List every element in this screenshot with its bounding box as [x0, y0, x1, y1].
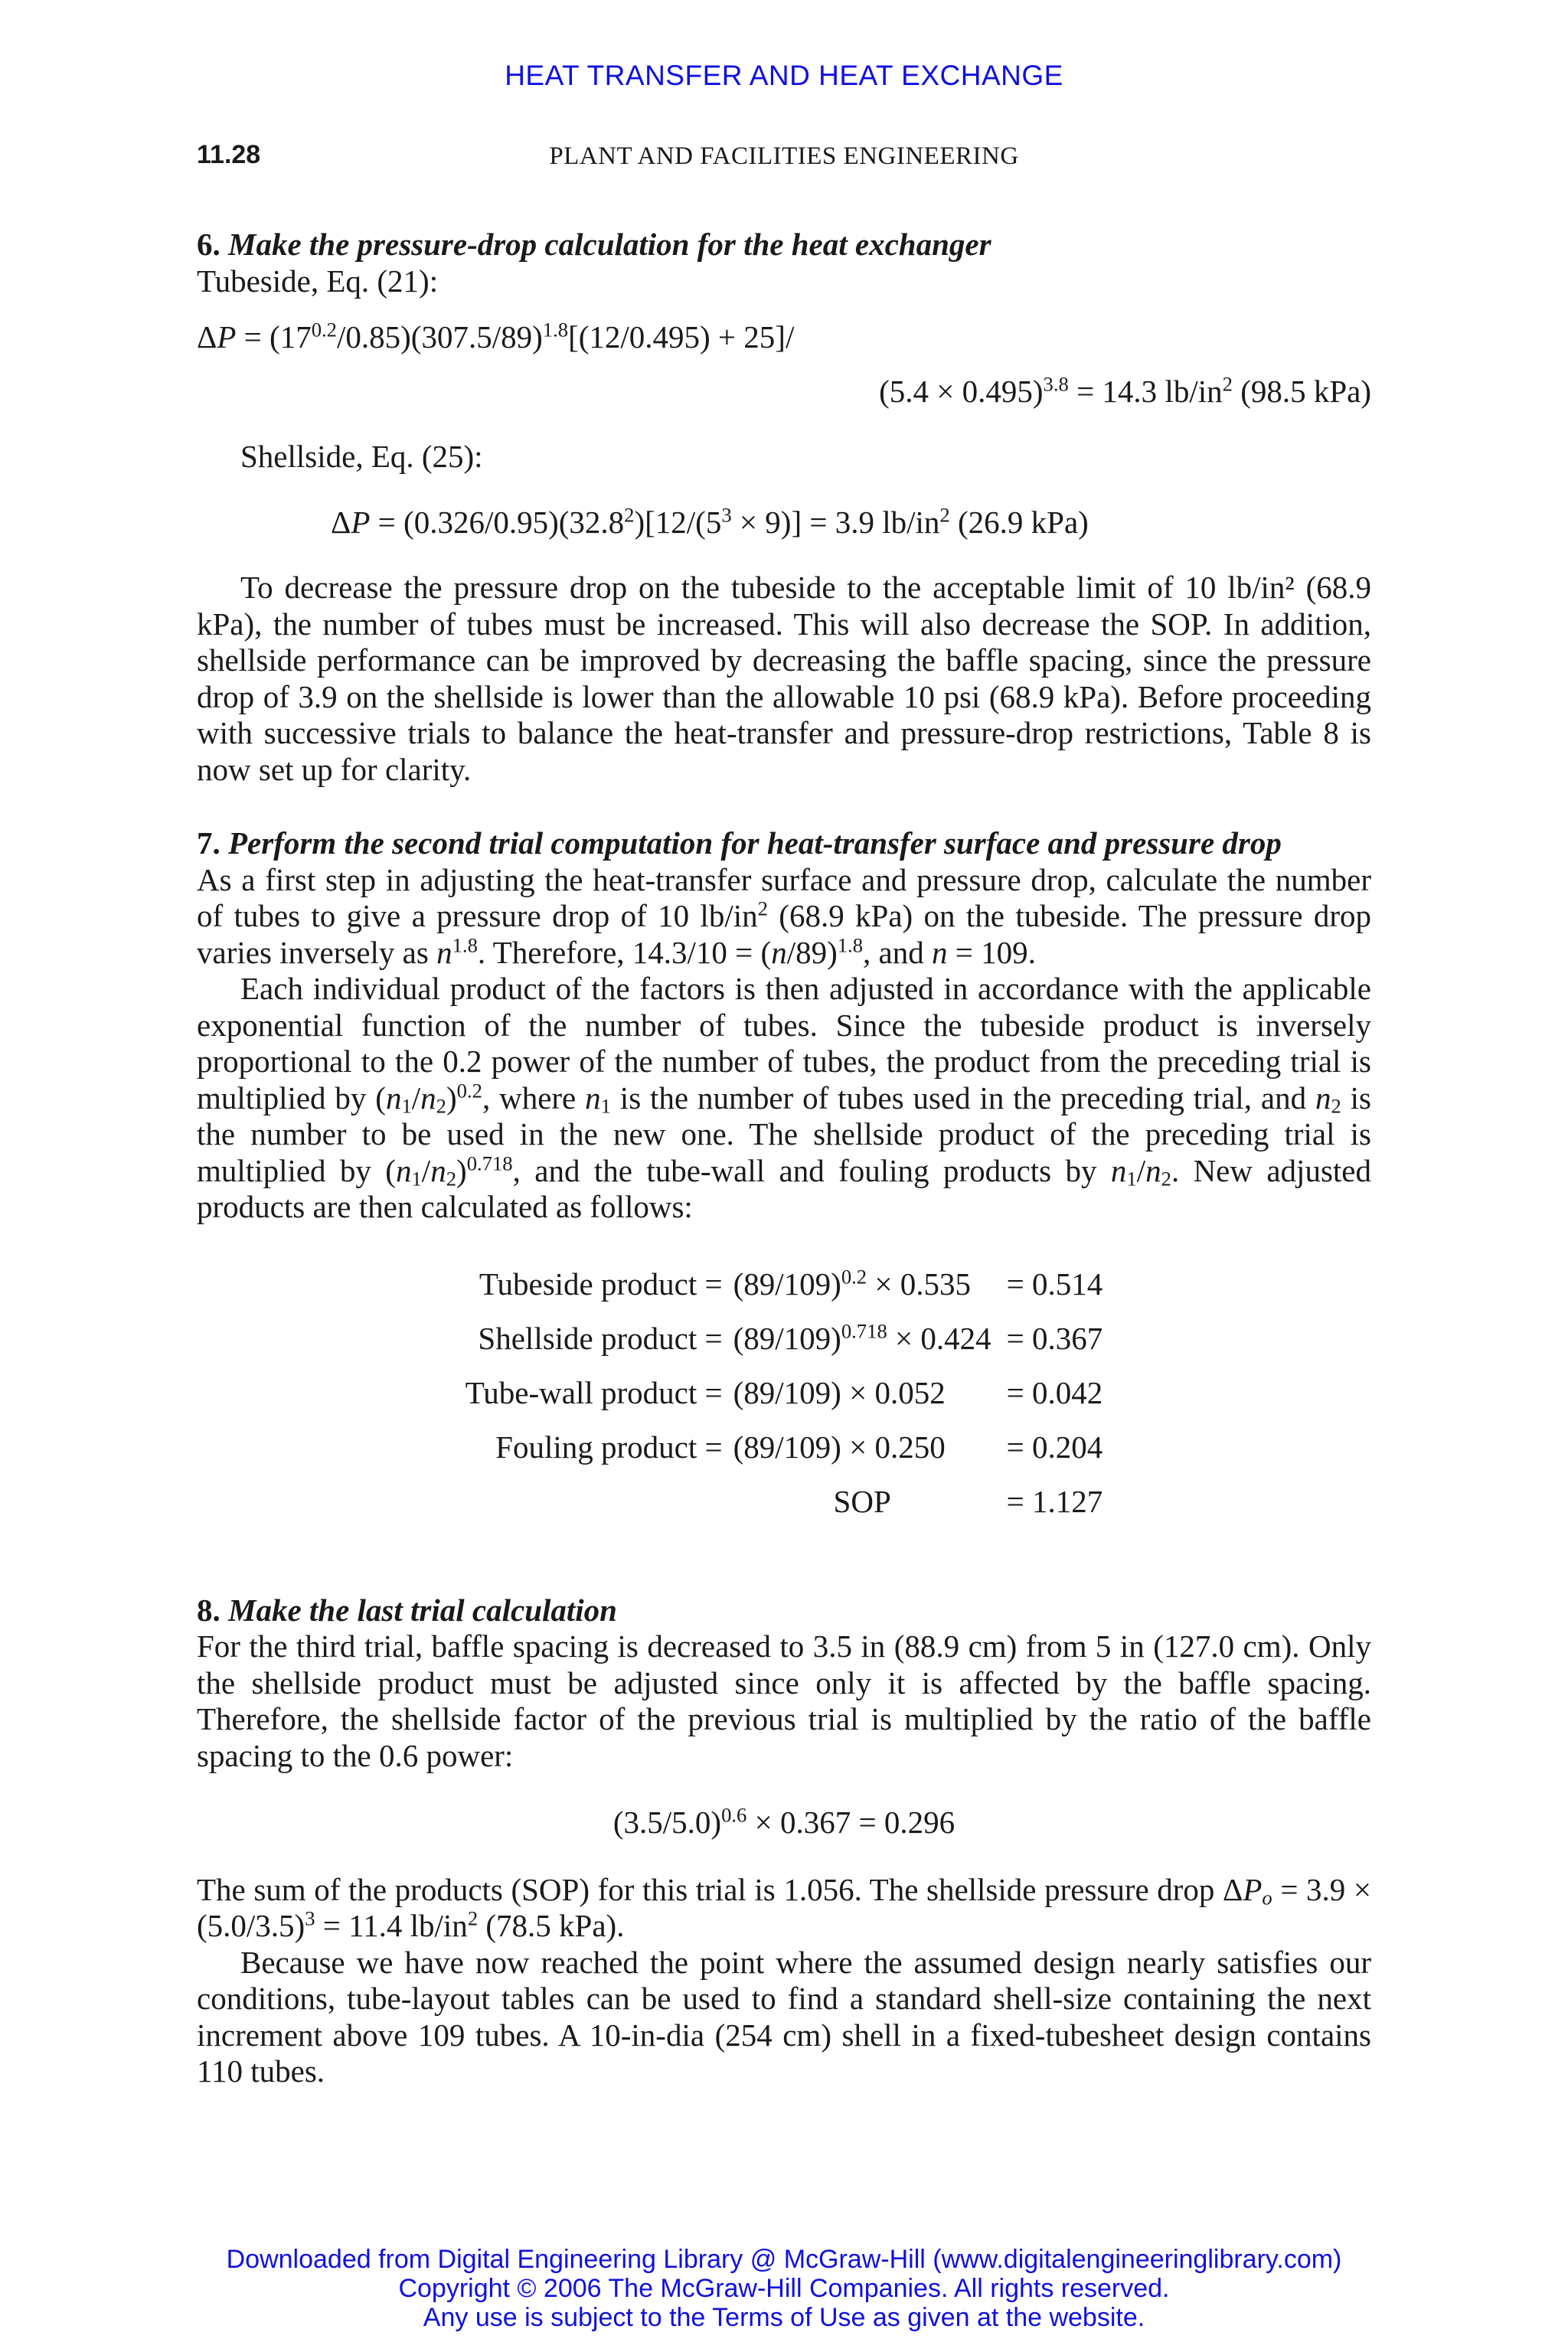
step6-heading [197, 227, 1371, 263]
step8-paragraph2: The sum of the products (SOP) for this trial is 1.056. The shellside pressure drop $\Delta P_o = 3.9 \times (5.0/3.5)^3 = 11.4$ $lb/in^2$ (78.5 kPa). [197, 1871, 1372, 1943]
baffle-equation: $(3.5/5.0)^{0.6} \times 0.367 = 0.296$ [612, 1803, 956, 1840]
sop-row [466, 1475, 1103, 1530]
step6-title: Make the pressure-drop calculation for the heat exchanger [228, 227, 991, 262]
footer-download-link[interactable]: Downloaded from Digital Engineering Library @ McGraw-Hill (www.digitalengineeringlibrary.com) [226, 2245, 1342, 2274]
product-result: = 0.042 [1006, 1375, 1103, 1411]
footer [0, 2245, 1568, 2332]
table-row [466, 1312, 1103, 1367]
step7-paragraph2: Each individual product of the factors is then adjusted in accordance with the applicable exponential function of the number of tubes. Since the tubeside product is inversely proportional to the 0.2 power of the number of tubes, the product from the preceding trial is multiplied by $(n_1/n_2)^{0.2}$, where $n_1$ is the number of tubes used in the preceding trial, and $n_2$ is the number to be used in the new one. The shellside product of the preceding trial is multiplied by $(n_1/n_2)^{0.718}$, and the tube-wall and fouling products by $n_1/n_2$. New adjusted products are then calculated as follows: [197, 971, 1371, 1224]
product-expression: (89/109) × 0.250 [733, 1429, 946, 1465]
running-head: PLANT AND FACILITIES ENGINEERING [549, 142, 1019, 170]
step8-title: Make the last trial calculation [228, 1592, 617, 1628]
product-result: = 0.204 [1006, 1429, 1103, 1465]
tubeside-equation-line2: $(5.4 \times 0.495)^{3.8} = 14.3$ $lb/in^2$ (98.5 kPa) [879, 371, 1371, 409]
product-label: Tubeside product = [479, 1266, 723, 1302]
step8-paragraph1: For the third trial, baffle spacing is decreased to 3.5 in (88.9 cm) from 5 in (127.0 cm). Only the shellside product must be adjusted since only it is affected by the baffle spacing. Therefore, the shellside factor of the previous trial is multiplied by the ratio of the baffle spacing to the 0.6 power: [197, 1628, 1371, 1773]
table-row [466, 1258, 1103, 1312]
step7-heading [197, 825, 1371, 862]
product-result: = 0.514 [1006, 1266, 1103, 1302]
page-content [197, 227, 1371, 2090]
product-label: Fouling product = [495, 1429, 723, 1465]
step6-number: 6. [197, 227, 220, 262]
table-row [466, 1367, 1103, 1421]
product-expression: $(89/109)^{0.718} \times 0.424$ [733, 1319, 991, 1357]
product-label: Shellside product = [478, 1321, 723, 1357]
sop-label: SOP [833, 1484, 891, 1520]
step7-title: Perform the second trial computation for heat-transfer surface and pressure drop [228, 825, 1282, 861]
product-result: = 0.367 [1006, 1321, 1103, 1357]
tubeside-label: Tubeside, Eq. (21): [197, 263, 439, 299]
step7-paragraph1: As a first step in adjusting the heat-transfer surface and pressure drop, calculate the number of tubes to give a pressure drop of 10 $lb/in^2$ (68.9 kPa) on the tubeside. The pressure drop varies inversely as $n^{1.8}$. Therefore, $14.3/10 = (n/89)^{1.8}$, and n = 109. [197, 861, 1372, 970]
step6-paragraph: To decrease the pressure drop on the tubeside to the acceptable limit of 10 lb/in² (68.9 kPa), the number of tubes must be increased. This will also decrease the SOP. In addition, shellside performance can be improved by decreasing the baffle spacing, since the pressure drop of 3.9 on the shellside is lower than the allowable 10 psi (68.9 kPa). Before proceeding with successive trials to balance the heat-transfer and pressure-drop restrictions, Table 8 is now set up for clarity. [197, 570, 1371, 787]
product-expression: $(89/109)^{0.2} \times 0.535$ [733, 1265, 972, 1302]
tubeside-equation-line1: $\Delta P = (17^{0.2}/0.85)(307.5/89)^{1.8}[(12/0.495) + 25]/$ [197, 318, 795, 354]
shellside-equation: $\Delta P = (0.326/0.95)(32.8^2)[12/(5^3 \times 9)] = 3.9$ $lb/in^2$ (26.9 kPa) [331, 502, 1089, 540]
product-label: Tube-wall product = [465, 1375, 723, 1411]
table-row [466, 1421, 1103, 1475]
step8-heading [197, 1592, 1371, 1629]
sop-result: = 1.127 [1006, 1484, 1103, 1520]
top-banner: HEAT TRANSFER AND HEAT EXCHANGE [505, 60, 1063, 91]
step8-paragraph3: Because we have now reached the point where the assumed design nearly satisfies our conditions, tube-layout tables can be used to find a standard shell-size containing the next increment above 109 tubes. A 10-in-dia (254 cm) shell in a fixed-tubesheet design contains 110 tubes. [197, 1944, 1371, 2089]
adjusted-products-table [466, 1258, 1103, 1530]
footer-terms-of-use[interactable]: Any use is subject to the Terms of Use as given at the website. [423, 2303, 1145, 2332]
product-expression: (89/109) × 0.052 [733, 1375, 946, 1411]
page-number: 11.28 [197, 140, 261, 169]
footer-copyright: Copyright © 2006 The McGraw-Hill Companies. All rights reserved. [398, 2274, 1170, 2303]
shellside-label: Shellside, Eq. (25): [240, 439, 483, 474]
step7-number: 7. [197, 825, 220, 861]
step8-number: 8. [197, 1592, 220, 1628]
